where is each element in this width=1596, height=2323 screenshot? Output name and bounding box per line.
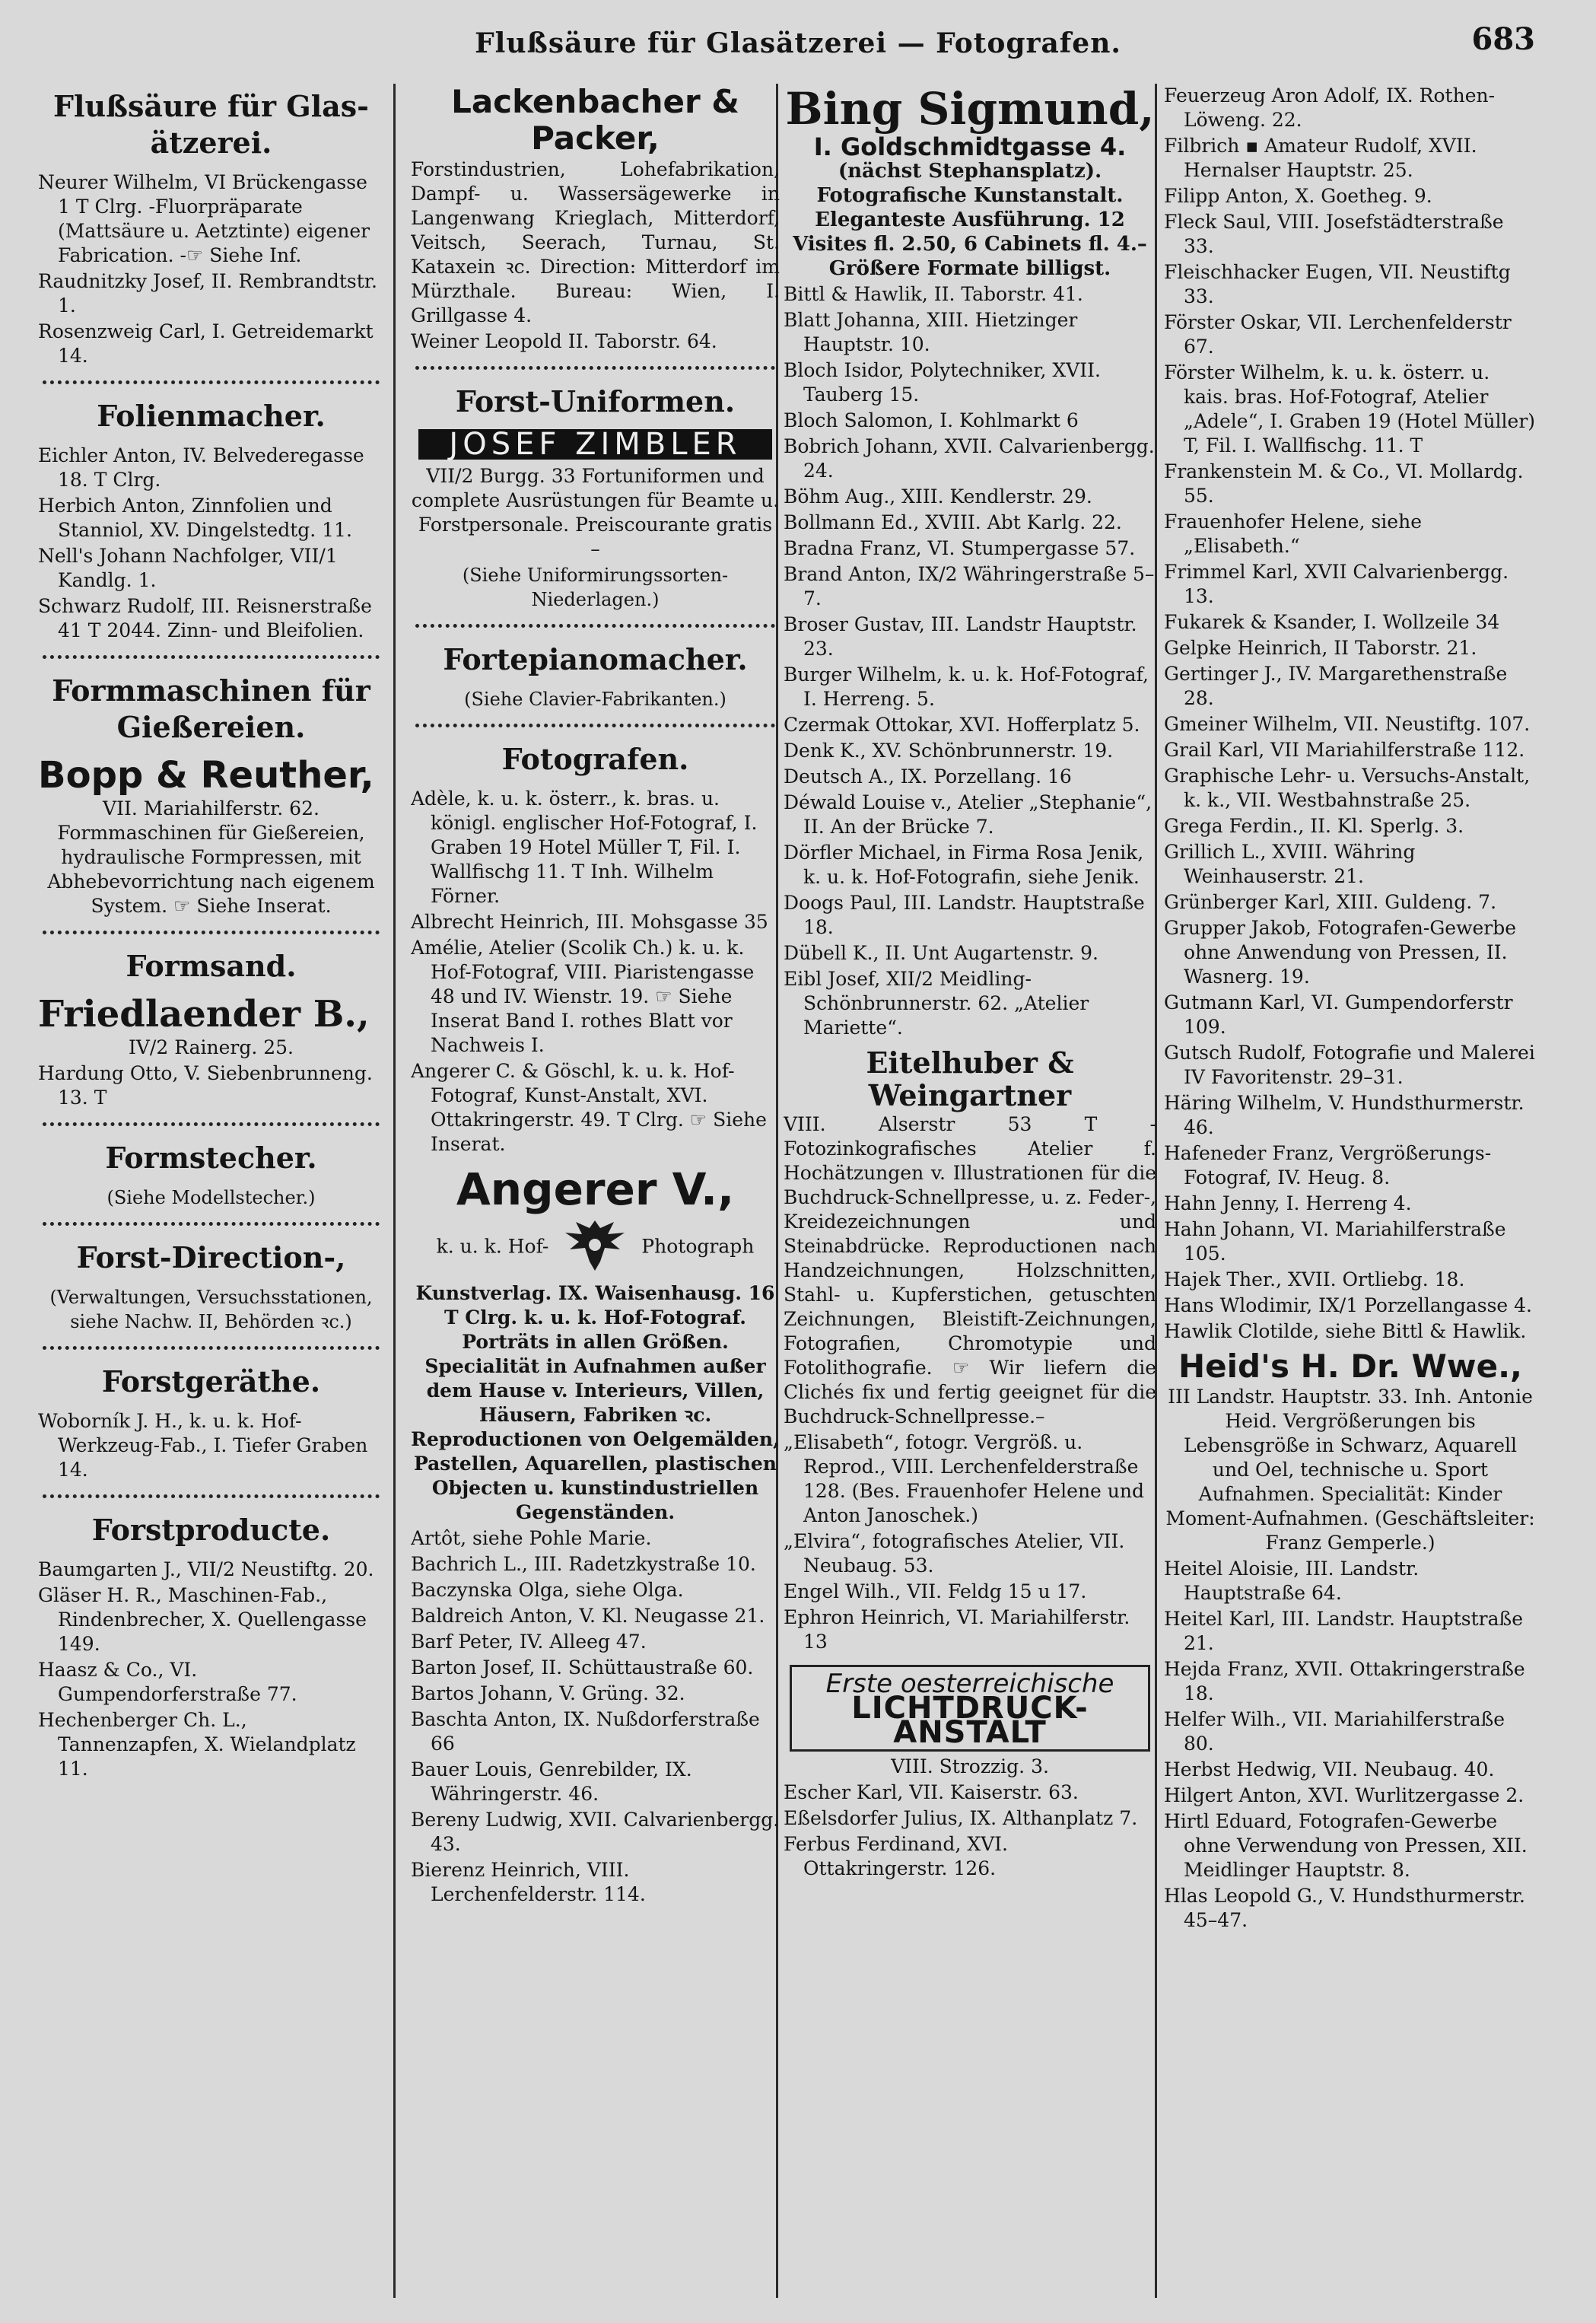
column-4: [1164, 84, 1537, 2305]
list-item: Déwald Louise v., Atelier „Stephanie“, II. An der Brücke 7.: [784, 791, 1152, 838]
list-item: Herbst Hedwig, VII. Neubaug. 40.: [1164, 1758, 1495, 1781]
advert-title: Bopp & Reuther,: [38, 754, 374, 797]
dotted-divider: [415, 724, 775, 727]
list-item: Förster Wilhelm, k. u. k. österr. u. kais. bras. Hof-Fotograf, Atelier „Adele“, I. Graben 19 (Hotel Müller) T, Fil. I. Wallfischg. 11. T: [1164, 361, 1536, 457]
lichtdruck-advert-box: [790, 1665, 1150, 1752]
list-item: Heitel Karl, III. Landstr. Hauptstraße 21.: [1164, 1608, 1523, 1655]
list-item: Förster Oskar, VII. Lerchenfelderstr 67.: [1164, 311, 1512, 358]
list-item: Hahn Johann, VI. Mariahilferstraße 105.: [1164, 1218, 1506, 1265]
section-heading: Forst-Direction-,: [76, 1240, 346, 1275]
list-item: Hilgert Anton, XVI. Wurlitzergasse 2.: [1164, 1784, 1524, 1807]
section-heading: Forstgeräthe.: [101, 1364, 321, 1399]
advert-text: Kunstverlag. IX. Waisenhausg. 16 T Clrg. k. u. k. Hof-Fotograf. Porträts in allen Größen. Specialität in Aufnahmen außer dem Hause v. Interieurs, Villen, Häusern, Fabriken ꝛc. Reproductionen von Oelgemälden, Pastellen, Aquarellen, plastischen Objecten u. kunstindustriellen Gegenständen.: [411, 1282, 780, 1524]
list-item: Gelpke Heinrich, II Taborstr. 21.: [1164, 637, 1477, 659]
list-item: Bradna Franz, VI. Stumpergasse 57.: [784, 536, 1136, 559]
section-heading: Fortepianomacher.: [443, 641, 748, 676]
list-item: Hejda Franz, XVII. Ottakringerstraße 18.: [1164, 1658, 1525, 1705]
list-item: Frankenstein M. & Co., VI. Mollardg. 55.: [1164, 460, 1524, 507]
list-item: Deutsch A., IX. Porzellang. 16: [784, 765, 1072, 788]
list-item: Grillich L., XVIII. Währing Weinhauserstr. 21.: [1164, 841, 1416, 887]
advert-subline: [411, 1214, 780, 1281]
list-item: Bierenz Heinrich, VIII. Lerchenfelderstr. 114.: [411, 1859, 646, 1906]
list-item: Eibl Josef, XII/2 Meidling-Schönbrunnerstr. 62. „Atelier Mariette“.: [784, 967, 1089, 1039]
cross-reference: (Siehe Uniformirungssorten-Niederlagen.): [462, 564, 729, 610]
advert-text: IV/2 Rainerg. 25.: [128, 1036, 294, 1059]
list-item: Dörfler Michael, in Firma Rosa Jenik, k. u. k. Hof-Fotografin, siehe Jenik.: [784, 841, 1144, 888]
list-item: Adèle, k. u. k. österr., k. bras. u. königl. englischer Hof-Fotograf, I. Graben 19 Hotel Müller T, Fil. I. Wallfischg 11. T Inh. Wilhelm Förner.: [411, 787, 758, 907]
list-item: Broser Gustav, III. Landstr Hauptstr. 23.: [784, 613, 1137, 660]
section-heading: Formsand.: [126, 949, 297, 984]
list-item: Bartos Johann, V. Grüng. 32.: [411, 1682, 685, 1705]
advert-title: Lackenbacher & Packer,: [451, 84, 739, 158]
cross-reference: (Siehe Modellstecher.): [107, 1187, 316, 1209]
list-item: Häring Wilhelm, V. Hundsthurmerstr. 46.: [1164, 1092, 1524, 1138]
page-number: 683: [1471, 21, 1535, 57]
dotted-divider: [43, 1494, 380, 1498]
column-1: [38, 84, 384, 2305]
list-item: VIII. Strozzig. 3.: [891, 1755, 1049, 1778]
list-item: Hawlik Clotilde, siehe Bittl & Hawlik.: [1164, 1320, 1527, 1342]
list-item: Helfer Wilh., VII. Mariahilferstraße 80.: [1164, 1708, 1505, 1755]
list-item: Gutmann Karl, VI. Gumpendorferstr 109.: [1164, 991, 1513, 1038]
list-item: Barf Peter, IV. Alleeg 47.: [411, 1631, 647, 1653]
list-item: Frimmel Karl, XVII Calvarienbergg. 13.: [1164, 561, 1509, 607]
list-item: Weiner Leopold II. Taborstr. 64.: [411, 329, 717, 352]
advert-title: Heid's H. Dr. Wwe.,: [1178, 1348, 1522, 1385]
list-item: Heitel Aloisie, III. Landstr. Hauptstraße 64.: [1164, 1558, 1420, 1605]
list-item: Hlas Leopold G., V. Hundsthurmerstr. 45–47.: [1164, 1885, 1525, 1932]
advert-text: (nächst Stephansplatz). Fotografische Kunstanstalt. Eleganteste Ausführung. 12 Visites fl. 2.50, 6 Cabinets fl. 4.– Größere Formate billigst.: [793, 159, 1147, 280]
section-heading: Flußsäure für Glas-ätzerei.: [53, 89, 369, 160]
advert-title: Angerer V.,: [456, 1163, 735, 1215]
advert-text: VII. Mariahilferstr. 62. Formmaschinen für Gießereien, hydraulische Formpressen, mit Abhebevorrichtung nach eigenem System. ☞ Siehe Inserat.: [47, 797, 375, 918]
list-item: Barton Josef, II. Schüttaustraße 60.: [411, 1656, 754, 1679]
section-heading: Formstecher.: [105, 1141, 317, 1176]
dotted-divider: [43, 380, 380, 384]
advert-text: Forstindustrien, Lohefabrikation, Dampf- u. Wassersägewerke in Langenwang Krieglach, Mitterdorf, Veitsch, Seerach, Turnau, St. Kataxein ꝛc. Direction: Mitterdorf im Mürzthale. Bureau: Wien, I. Grillgasse 4.: [411, 158, 780, 326]
entry-list: [784, 1755, 1156, 1881]
list-item: Grünberger Karl, XIII. Guldeng. 7.: [1164, 891, 1497, 913]
list-item: Nell's Johann Nachfolger, VII/1 Kandlg. 1.: [38, 545, 338, 591]
section-heading: Forstproducte.: [91, 1513, 331, 1548]
list-item: Artôt, siehe Pohle Marie.: [411, 1527, 652, 1550]
dotted-divider: [415, 624, 775, 628]
cross-reference: (Siehe Clavier-Fabrikanten.): [464, 688, 726, 710]
column-divider: [393, 84, 396, 2298]
advert-title: Bing Sigmund,: [785, 84, 1155, 135]
list-item: Baumgarten J., VII/2 Neustiftg. 20.: [38, 1558, 374, 1581]
list-item: Neurer Wilhelm, VI Brückengasse 1 T Clrg. -Fluorpräparate (Mattsäure u. Aetztinte) eigener Fabrication. -☞ Siehe Inf.: [38, 171, 370, 266]
cross-reference: (Verwaltungen, Versuchsstationen, siehe Nachw. II, Behörden ꝛc.): [49, 1287, 373, 1333]
advert-text: VII/2 Burgg. 33 Fortuniformen und complete Ausrüstungen für Beamte u. Forstpersonale. Preiscourante gratis –: [411, 464, 780, 560]
list-item: Hardung Otto, V. Siebenbrunneng. 13. T: [38, 1062, 373, 1109]
entry-list: [1164, 84, 1537, 1344]
advert-text: Photograph: [641, 1235, 755, 1258]
entry-list: [38, 444, 384, 643]
list-item: Bittl & Hawlik, II. Taborstr. 41.: [784, 282, 1083, 305]
list-item: Czermak Ottokar, XVI. Hofferplatz 5.: [784, 713, 1140, 736]
list-item: Fukarek & Ksander, I. Wollzeile 34: [1164, 611, 1500, 633]
list-item: Gläser H. R., Maschinen-Fab., Rindenbrecher, X. Quellengasse 149.: [38, 1584, 367, 1656]
list-item: Hechenberger Ch. L., Tannenzapfen, X. Wielandplatz 11.: [38, 1709, 356, 1780]
column-2: [411, 84, 780, 2305]
list-item: Bloch Isidor, Polytechniker, XVII. Tauberg 15.: [784, 358, 1101, 406]
list-item: Doogs Paul, III. Landstr. Hauptstraße 18.: [784, 891, 1145, 938]
list-item: „Elisabeth“, fotogr. Vergröß. u. Reprod., VIII. Lerchenfelderstraße 128. (Bes. Frauenhofer Helene und Anton Janoschek.): [784, 1431, 1144, 1527]
entry-list: [411, 1526, 780, 1907]
list-item: Graphische Lehr- u. Versuchs-Anstalt, k. k., VII. Westbahnstraße 25.: [1164, 765, 1531, 811]
entry-list: [411, 787, 780, 1157]
dotted-divider: [415, 366, 775, 370]
list-item: Dübell K., II. Unt Augartenstr. 9.: [784, 941, 1098, 964]
advert-title: Friedlaender B.,: [38, 993, 370, 1036]
advert-text: VIII. Alserstr 53 T -Fotozinkografisches Atelier f. Hochätzungen v. Illustrationen für die Buchdruck-Schnellpresse, u. z. Feder-, Kreidezeichnungen und Steinabdrücke. Reproductionen nach Handzeichnungen, Holzschnitten, Stahl- u. Kupferstichen, getuschten Zeichnungen, Bleistift-Zeichnungen, Fotografien, Chromotypie und Fotolithografie. ☞ Wir liefern die Clichés fix und fertig geeignet für die Buchdruck-Schnellpresse.–: [784, 1113, 1156, 1428]
list-item: Escher Karl, VII. Kaiserstr. 63.: [784, 1781, 1079, 1804]
advert-text: III Landstr. Hauptstr. 33. Inh. Antonie Heid. Vergrößerungen bis Lebensgröße in Schwarz, Aquarell und Oel, technische u. Sport Aufnahmen. Specialität: Kinder Moment-Aufnahmen. (Geschäftsleiter: Franz Gemperle.): [1165, 1386, 1535, 1555]
section-heading: Folienmacher.: [97, 399, 326, 433]
section-heading: Forst-Uniformen.: [455, 383, 736, 418]
list-item: Hahn Jenny, I. Herreng 4.: [1164, 1192, 1412, 1214]
list-item: Bachrich L., III. Radetzkystraße 10.: [411, 1553, 756, 1576]
list-item: Raudnitzky Josef, II. Rembrandtstr. 1.: [38, 270, 377, 317]
advert-text: Erste oesterreichische: [825, 1669, 1114, 1700]
list-item: Grupper Jakob, Fotografen-Gewerbe ohne Anwendung von Pressen, II. Wasnerg. 19.: [1164, 917, 1517, 988]
list-item: Feuerzeug Aron Adolf, IX. Rothen-Löweng. 22.: [1164, 84, 1496, 131]
list-item: Brand Anton, IX/2 Währingerstraße 5–7.: [784, 562, 1155, 609]
list-item: Eichler Anton, IV. Belvederegasse 18. T Clrg.: [38, 444, 364, 491]
list-item: Ephron Heinrich, VI. Mariahilferstr. 13: [784, 1606, 1130, 1653]
list-item: Bereny Ludwig, XVII. Calvarienbergg. 43.: [411, 1809, 780, 1856]
advert-text: k. u. k. Hof-: [436, 1235, 549, 1258]
list-item: Gutsch Rudolf, Fotografie und Malerei IV Favoritenstr. 29–31.: [1164, 1042, 1535, 1088]
advert-title: Eitelhuber & Weingartner: [866, 1045, 1074, 1113]
list-item: Denk K., XV. Schönbrunnerstr. 19.: [784, 739, 1114, 762]
entry-list: [784, 282, 1156, 1040]
list-item: Frauenhofer Helene, siehe „Elisabeth.“: [1164, 511, 1422, 557]
list-item: Engel Wilh., VII. Feldg 15 u 17.: [784, 1580, 1087, 1603]
dotted-divider: [43, 1222, 380, 1226]
double-eagle-icon: [561, 1214, 629, 1281]
list-item: Baldreich Anton, V. Kl. Neugasse 21.: [411, 1605, 765, 1628]
dotted-divider: [43, 1346, 380, 1350]
list-item: Albrecht Heinrich, III. Mohsgasse 35: [411, 910, 768, 933]
dotted-divider: [43, 1122, 380, 1126]
list-item: Amélie, Atelier (Scolik Ch.) k. u. k. Hof-Fotograf, VIII. Piaristengasse 48 und IV. Wienstr. 19. ☞ Siehe Inserat Band I. rothes Blatt vor Nachweis I.: [411, 936, 755, 1056]
list-item: Fleischhacker Eugen, VII. Neustiftg 33.: [1164, 261, 1511, 307]
advert-text: I. Goldschmidtgasse 4.: [813, 132, 1127, 161]
list-item: Burger Wilhelm, k. u. k. Hof-Fotograf, I. Herreng. 5.: [784, 663, 1149, 710]
list-item: Bauer Louis, Genrebilder, IX. Währingerstr. 46.: [411, 1758, 692, 1806]
dotted-divider: [43, 931, 380, 934]
section-heading: Formmaschinen für Gießereien.: [52, 673, 370, 744]
list-item: Hirtl Eduard, Fotografen-Gewerbe ohne Verwendung von Pressen, XII. Meidlinger Hauptstr. 8.: [1164, 1810, 1528, 1882]
list-item: Rosenzweig Carl, I. Getreidemarkt 14.: [38, 320, 374, 367]
list-item: Bloch Salomon, I. Kohlmarkt 6: [784, 409, 1079, 431]
list-item: Bollmann Ed., XVIII. Abt Karlg. 22.: [784, 511, 1122, 533]
list-item: Hafeneder Franz, Vergrößerungs-Fotograf, IV. Heug. 8.: [1164, 1142, 1492, 1189]
list-item: Haasz & Co., VI. Gumpendorferstraße 77.: [38, 1659, 297, 1706]
list-item: Fleck Saul, VIII. Josefstädterstraße 33.: [1164, 211, 1504, 257]
dotted-divider: [43, 655, 380, 659]
list-item: Gmeiner Wilhelm, VII. Neustiftg. 107.: [1164, 713, 1531, 735]
list-item: Hajek Ther., XVII. Ortliebg. 18.: [1164, 1268, 1465, 1290]
list-item: Ferbus Ferdinand, XVI. Ottakringerstr. 126.: [784, 1833, 1009, 1880]
list-item: Schwarz Rudolf, III. Reisnerstraße 41 T 2044. Zinn- und Bleifolien.: [38, 595, 372, 641]
entry-list: [1164, 1557, 1537, 1933]
list-item: Filipp Anton, X. Goetheg. 9.: [1164, 185, 1432, 207]
list-item: Baschta Anton, IX. Nußdorferstraße 66: [411, 1708, 760, 1755]
list-item: Grega Ferdin., II. Kl. Sperlg. 3.: [1164, 815, 1464, 837]
list-item: Woborník J. H., k. u. k. Hof-Werkzeug-Fab., I. Tiefer Graben 14.: [38, 1410, 368, 1481]
list-item: Baczynska Olga, siehe Olga.: [411, 1579, 684, 1602]
advert-title: LICHTDRUCK-ANSTALT: [851, 1691, 1089, 1751]
list-item: Hans Wlodimir, IX/1 Porzellangasse 4.: [1164, 1294, 1533, 1316]
zimbler-logo-banner: JOSEF ZIMBLER: [418, 429, 772, 460]
list-item: Eßelsdorfer Julius, IX. Althanplatz 7.: [784, 1807, 1138, 1830]
entry-list: [38, 1558, 384, 1781]
list-item: „Elvira“, fotografisches Atelier, VII. Neubaug. 53.: [784, 1530, 1125, 1577]
entry-list: [784, 1430, 1156, 1654]
column-3: [784, 84, 1156, 2305]
list-item: Blatt Johanna, XIII. Hietzinger Hauptstr. 10.: [784, 308, 1078, 355]
page-header: Flußsäure für Glasätzerei — Fotografen.: [475, 27, 1121, 59]
list-item: Gertinger J., IV. Margarethenstraße 28.: [1164, 663, 1508, 709]
section-heading: Fotografen.: [501, 741, 689, 776]
list-item: Herbich Anton, Zinnfolien und Stanniol, XV. Dingelstedtg. 11.: [38, 495, 352, 541]
list-item: Grail Karl, VII Mariahilferstraße 112.: [1164, 739, 1525, 761]
list-item: Filbrich ▪ Amateur Rudolf, XVII. Hernalser Hauptstr. 25.: [1164, 135, 1477, 181]
list-item: Böhm Aug., XIII. Kendlerstr. 29.: [784, 485, 1092, 508]
list-item: Bobrich Johann, XVII. Calvarienbergg. 24.: [784, 434, 1155, 482]
entry-list: [38, 170, 384, 368]
list-item: Angerer C. & Göschl, k. u. k. Hof-Fotograf, Kunst-Anstalt, XVI. Ottakringerstr. 49. T Clrg. ☞ Siehe Inserat.: [411, 1059, 767, 1155]
